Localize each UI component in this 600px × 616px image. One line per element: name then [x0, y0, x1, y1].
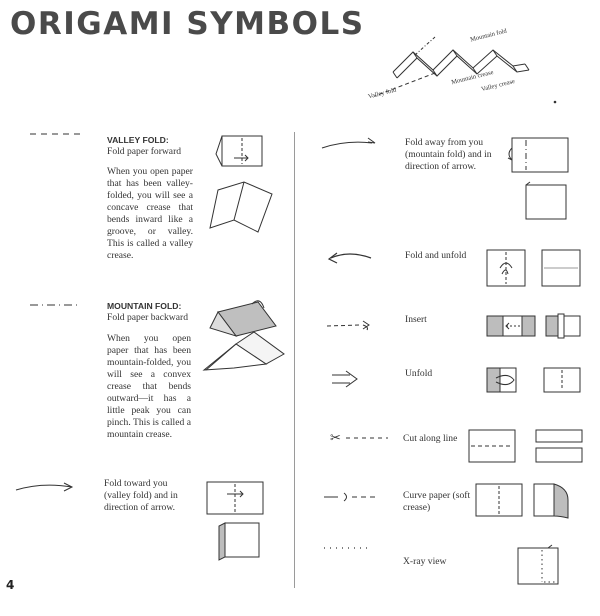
mountain-fold-diagram — [202, 298, 284, 388]
valley-fold-description: When you open paper that has been valley-folded, you will see a concave crease that bends inward like a groove, or valley. This is called a valley crease. — [107, 166, 193, 261]
fold-away-diagram — [504, 136, 574, 226]
fold-unfold-text: Fold and unfold — [405, 250, 467, 261]
valley-crease-label: Valley crease — [480, 77, 516, 94]
valley-fold-subtitle: Fold paper forward — [107, 146, 182, 157]
xray-symbol — [322, 545, 370, 551]
svg-text:✂: ✂ — [330, 431, 341, 446]
insert-arrow — [325, 318, 375, 332]
page-title: ORIGAMI SYMBOLS — [10, 6, 365, 42]
curve-text: Curve paper (soft crease) — [403, 490, 471, 513]
fold-toward-diagram — [205, 480, 267, 560]
fold-unfold-arrow — [325, 250, 373, 266]
valley-fold-symbol — [30, 132, 80, 136]
fold-away-arrow — [320, 138, 378, 152]
xray-diagram — [512, 544, 562, 586]
mountain-fold-description: When you open paper that has been mountain-folded, you will see a convex crease that bends outward—it has a little peak you can pinch. This is called a mountain crease. — [107, 333, 191, 440]
fold-away-text: Fold away from you (mountain fold) and in direction of arrow. — [405, 137, 492, 172]
valley-fold-diagram — [206, 132, 276, 242]
curve-diagram — [474, 480, 574, 522]
mountain-fold-label: Mountain fold — [469, 27, 508, 44]
fold-toward-arrow — [14, 480, 76, 494]
column-divider — [294, 132, 295, 588]
fold-toward-text: Fold toward you (valley fold) and in direction of arrow. — [104, 478, 178, 513]
mountain-fold-heading: MOUNTAIN FOLD: — [107, 301, 182, 311]
curve-symbol — [322, 490, 380, 504]
mountain-fold-block — [107, 300, 207, 324]
valley-fold-label: Valley fold — [367, 86, 398, 101]
cut-symbol — [330, 430, 390, 446]
page-number: 4 — [6, 578, 15, 592]
xray-text: X-ray view — [403, 556, 447, 567]
unfold-diagram — [486, 366, 582, 394]
mountain-fold-subtitle: Fold paper backward — [107, 312, 188, 323]
mountain-fold-symbol — [30, 303, 80, 307]
cut-diagram — [468, 428, 586, 468]
unfold-arrow — [330, 370, 360, 388]
fold-unfold-diagram — [486, 248, 582, 288]
insert-diagram — [486, 312, 582, 338]
valley-fold-heading: VALLEY FOLD: — [107, 135, 169, 145]
mountain-crease-label: Mountain crease — [450, 68, 495, 87]
valley-fold-block — [107, 134, 199, 158]
cut-text: Cut along line — [403, 433, 458, 444]
unfold-text: Unfold — [405, 368, 433, 379]
insert-text: Insert — [405, 314, 427, 325]
